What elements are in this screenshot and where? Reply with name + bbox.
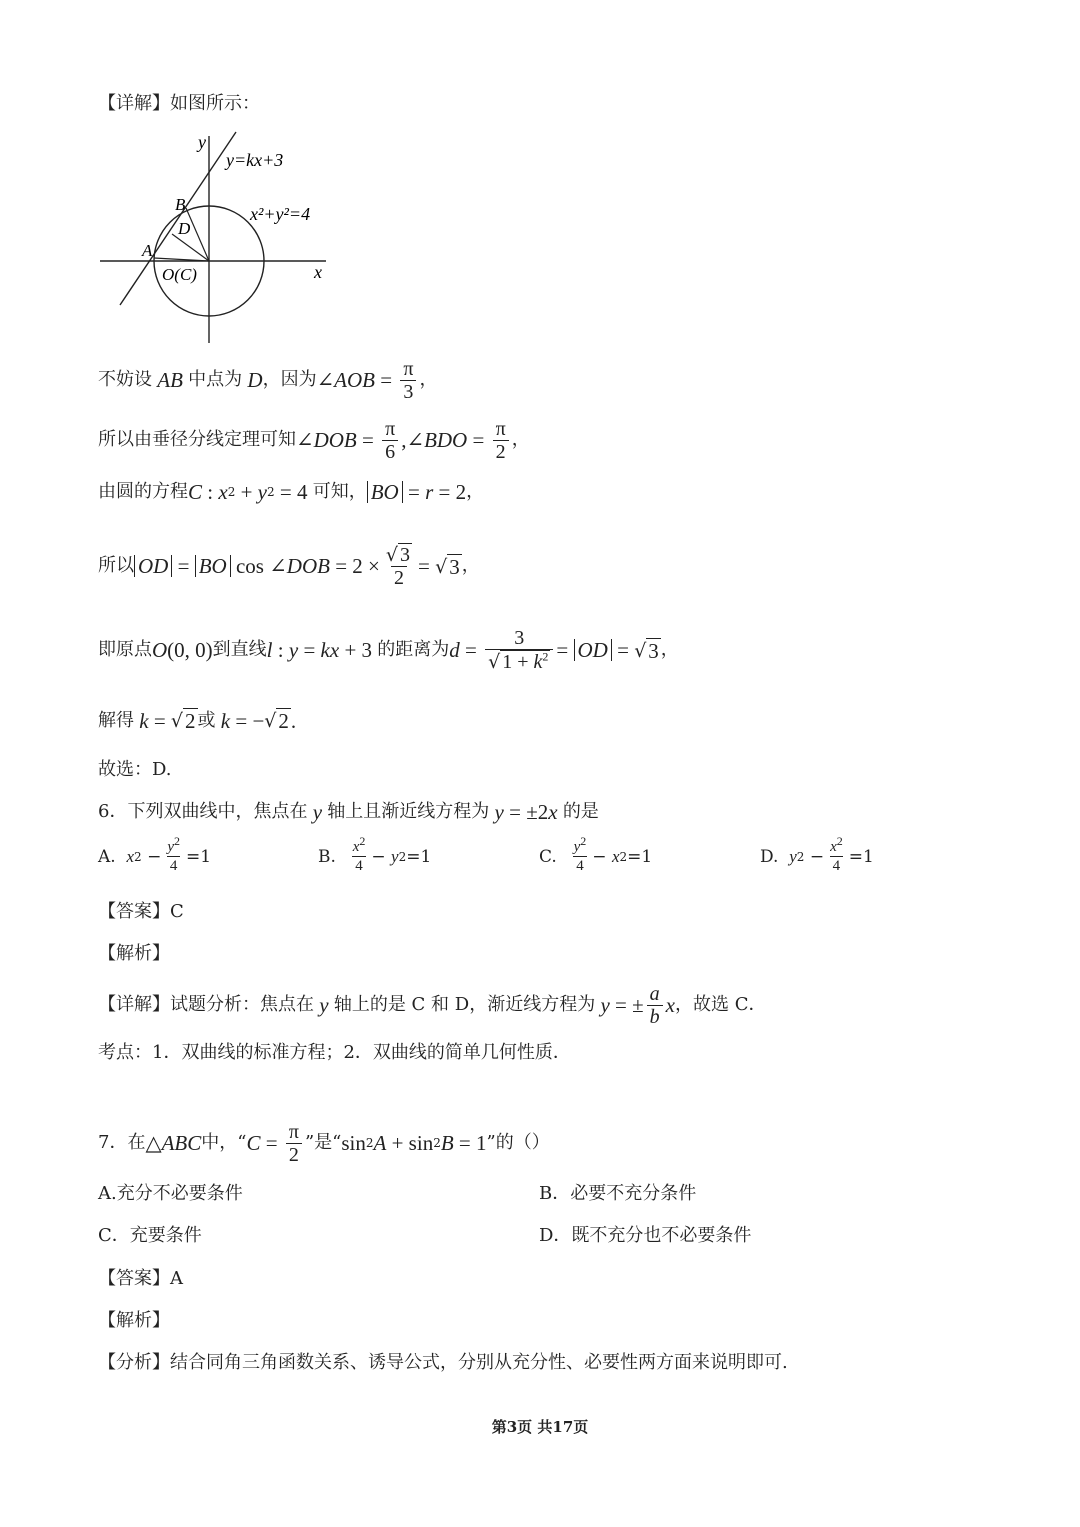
l3-text-b: 可知， bbox=[312, 481, 367, 502]
q7-text-b: 中，“ bbox=[201, 1132, 247, 1153]
q6-option-b: B. $\frac{x^2}{4}$ − y 2 =1 bbox=[318, 834, 432, 874]
detail-heading-text: 【详解】如图所示： bbox=[98, 93, 260, 114]
figure-circle-label: x²+y²=4 bbox=[250, 204, 311, 224]
q6-detail-text-c: ，故选 C． bbox=[674, 994, 767, 1015]
q7-answer bbox=[98, 1267, 183, 1291]
figure-point-a: A bbox=[142, 241, 153, 260]
l3-text-a: 由圆的方程 bbox=[98, 481, 188, 502]
q6-text-c: 的是 bbox=[562, 801, 599, 822]
l5-text-a: 即原点 bbox=[98, 639, 152, 660]
q7-option-d-text: D．既不充分也不必要条件 bbox=[539, 1225, 752, 1246]
l1-text-a: 不妨设 bbox=[98, 369, 152, 390]
q6-kaodian-text: 考点：1．双曲线的标准方程；2．双曲线的简单几何性质． bbox=[98, 1042, 571, 1063]
q7-option-b bbox=[539, 1182, 696, 1206]
derivation-line-1: 不妨设 AB 中点为 D ，因为 ∠AOB = $\frac{\pi}{3}$ ， bbox=[98, 357, 438, 403]
conclusion-text: 故选：D. bbox=[98, 759, 172, 780]
q6-option-c-label: C. bbox=[539, 846, 557, 867]
q6-jiexi bbox=[98, 942, 170, 966]
q6-detail-text-b: 轴上的是 C 和 D，渐近线方程为 bbox=[333, 994, 596, 1015]
q7-option-c bbox=[98, 1224, 202, 1248]
l5-text-b: 到直线 bbox=[212, 639, 267, 660]
conclusion bbox=[98, 758, 172, 782]
q6-answer-text: 【答案】C bbox=[98, 901, 184, 922]
figure-point-d: D bbox=[178, 219, 191, 238]
figure-origin: O(C) bbox=[162, 265, 197, 284]
q6-option-b-label: B. bbox=[318, 846, 336, 867]
figure-line-label: y=kx+3 bbox=[226, 150, 284, 170]
q7-jiexi bbox=[98, 1309, 170, 1333]
l1-text-b: 中点为 bbox=[188, 369, 243, 390]
q7-answer-text: 【答案】A bbox=[98, 1268, 183, 1289]
q6-detail: 【详解】试题分析：焦点在 y 轴上的是 C 和 D，渐近线方程为 y = ± $\frac{a}{b}$ x ，故选 C． bbox=[98, 982, 767, 1028]
q6-answer bbox=[98, 900, 184, 924]
derivation-line-2: 所以由垂径分线定理可知 ∠DOB = $\frac{\pi}{6}$ , ∠BDO = $\frac{\pi}{2}$ ， bbox=[98, 417, 530, 463]
q7-jiexi-text: 【解析】 bbox=[98, 1310, 170, 1331]
detail-heading bbox=[98, 92, 260, 116]
l4-text-a: 所以 bbox=[98, 555, 134, 576]
figure-x-label: x bbox=[314, 262, 322, 282]
q7-fenxi bbox=[98, 1351, 788, 1375]
q7-option-d bbox=[539, 1224, 751, 1248]
q7-fenxi-text: 【分析】结合同角三角函数关系、诱导公式，分别从充分性、必要性两方面来说明即可. bbox=[98, 1352, 788, 1373]
q6-option-a-label: A. bbox=[98, 846, 116, 867]
figure-y-label: y bbox=[198, 132, 206, 152]
circle-line-figure bbox=[98, 130, 338, 345]
q6-option-a: A. x 2 − $\frac{y^2}{4}$ =1 bbox=[98, 834, 212, 874]
q6-detail-text-a: 【详解】试题分析：焦点在 bbox=[98, 994, 314, 1015]
derivation-line-6: 解得 k = √ 2 或 k = − √ 2 . bbox=[98, 708, 297, 733]
q7-option-a-text: A.充分不必要条件 bbox=[98, 1183, 243, 1204]
q7-text-d: ”的（） bbox=[486, 1132, 550, 1153]
q6-jiexi-text: 【解析】 bbox=[98, 943, 170, 964]
q6-text-b: 轴上且渐近线方程为 bbox=[327, 801, 490, 822]
derivation-line-4: 所以 OD = BO cos ∠DOB = 2 × √ 3 2 = √ 3 ， bbox=[98, 544, 480, 589]
q7-option-b-text: B．必要不充分条件 bbox=[539, 1183, 697, 1204]
l6-text-b: 或 bbox=[197, 709, 216, 731]
l1-text-c: ，因为 bbox=[262, 369, 317, 390]
derivation-line-3: 由圆的方程 C : x 2 + y 2 = 4 可知， BO = r = 2 ， bbox=[98, 480, 485, 504]
q6-option-d: D. y 2 − $\frac{x^2}{4}$ =1 bbox=[760, 834, 874, 874]
q7-text-c: ”是“ bbox=[304, 1132, 342, 1153]
question-6: 6．下列双曲线中，焦点在 y 轴上且渐近线方程为 y = ±2 x 的是 bbox=[98, 800, 599, 824]
q7-option-a bbox=[98, 1182, 243, 1206]
l5-text-c: 的距离为 bbox=[377, 639, 450, 660]
figure-point-b: B bbox=[175, 195, 186, 214]
l6-text-a: 解得 bbox=[98, 709, 134, 731]
l2-text-a: 所以由垂径分线定理可知 bbox=[98, 429, 296, 450]
q6-option-c: C. $\frac{y^2}{4}$ − x 2 =1 bbox=[539, 834, 653, 874]
q6-kaodian bbox=[98, 1041, 571, 1065]
q7-text-a: 7．在 bbox=[98, 1132, 146, 1153]
question-7: 7．在 △ ABC 中，“ C = $\frac{\pi}{2}$ ”是“ sin 2 A + sin 2 B = 1 ”的（） bbox=[98, 1120, 550, 1166]
page-footer: 第3页 共17页 bbox=[491, 1418, 589, 1436]
q6-option-d-label: D. bbox=[760, 846, 779, 867]
q6-text-a: 6．下列双曲线中，焦点在 bbox=[98, 801, 308, 822]
derivation-line-5: 即原点 O (0, 0) 到直线 l : y = kx + 3 的距离为 d = 3 √ $1 + k^2$ = OD = √ 3 ， bbox=[98, 627, 679, 673]
q7-option-c-text: C．充要条件 bbox=[98, 1225, 202, 1246]
